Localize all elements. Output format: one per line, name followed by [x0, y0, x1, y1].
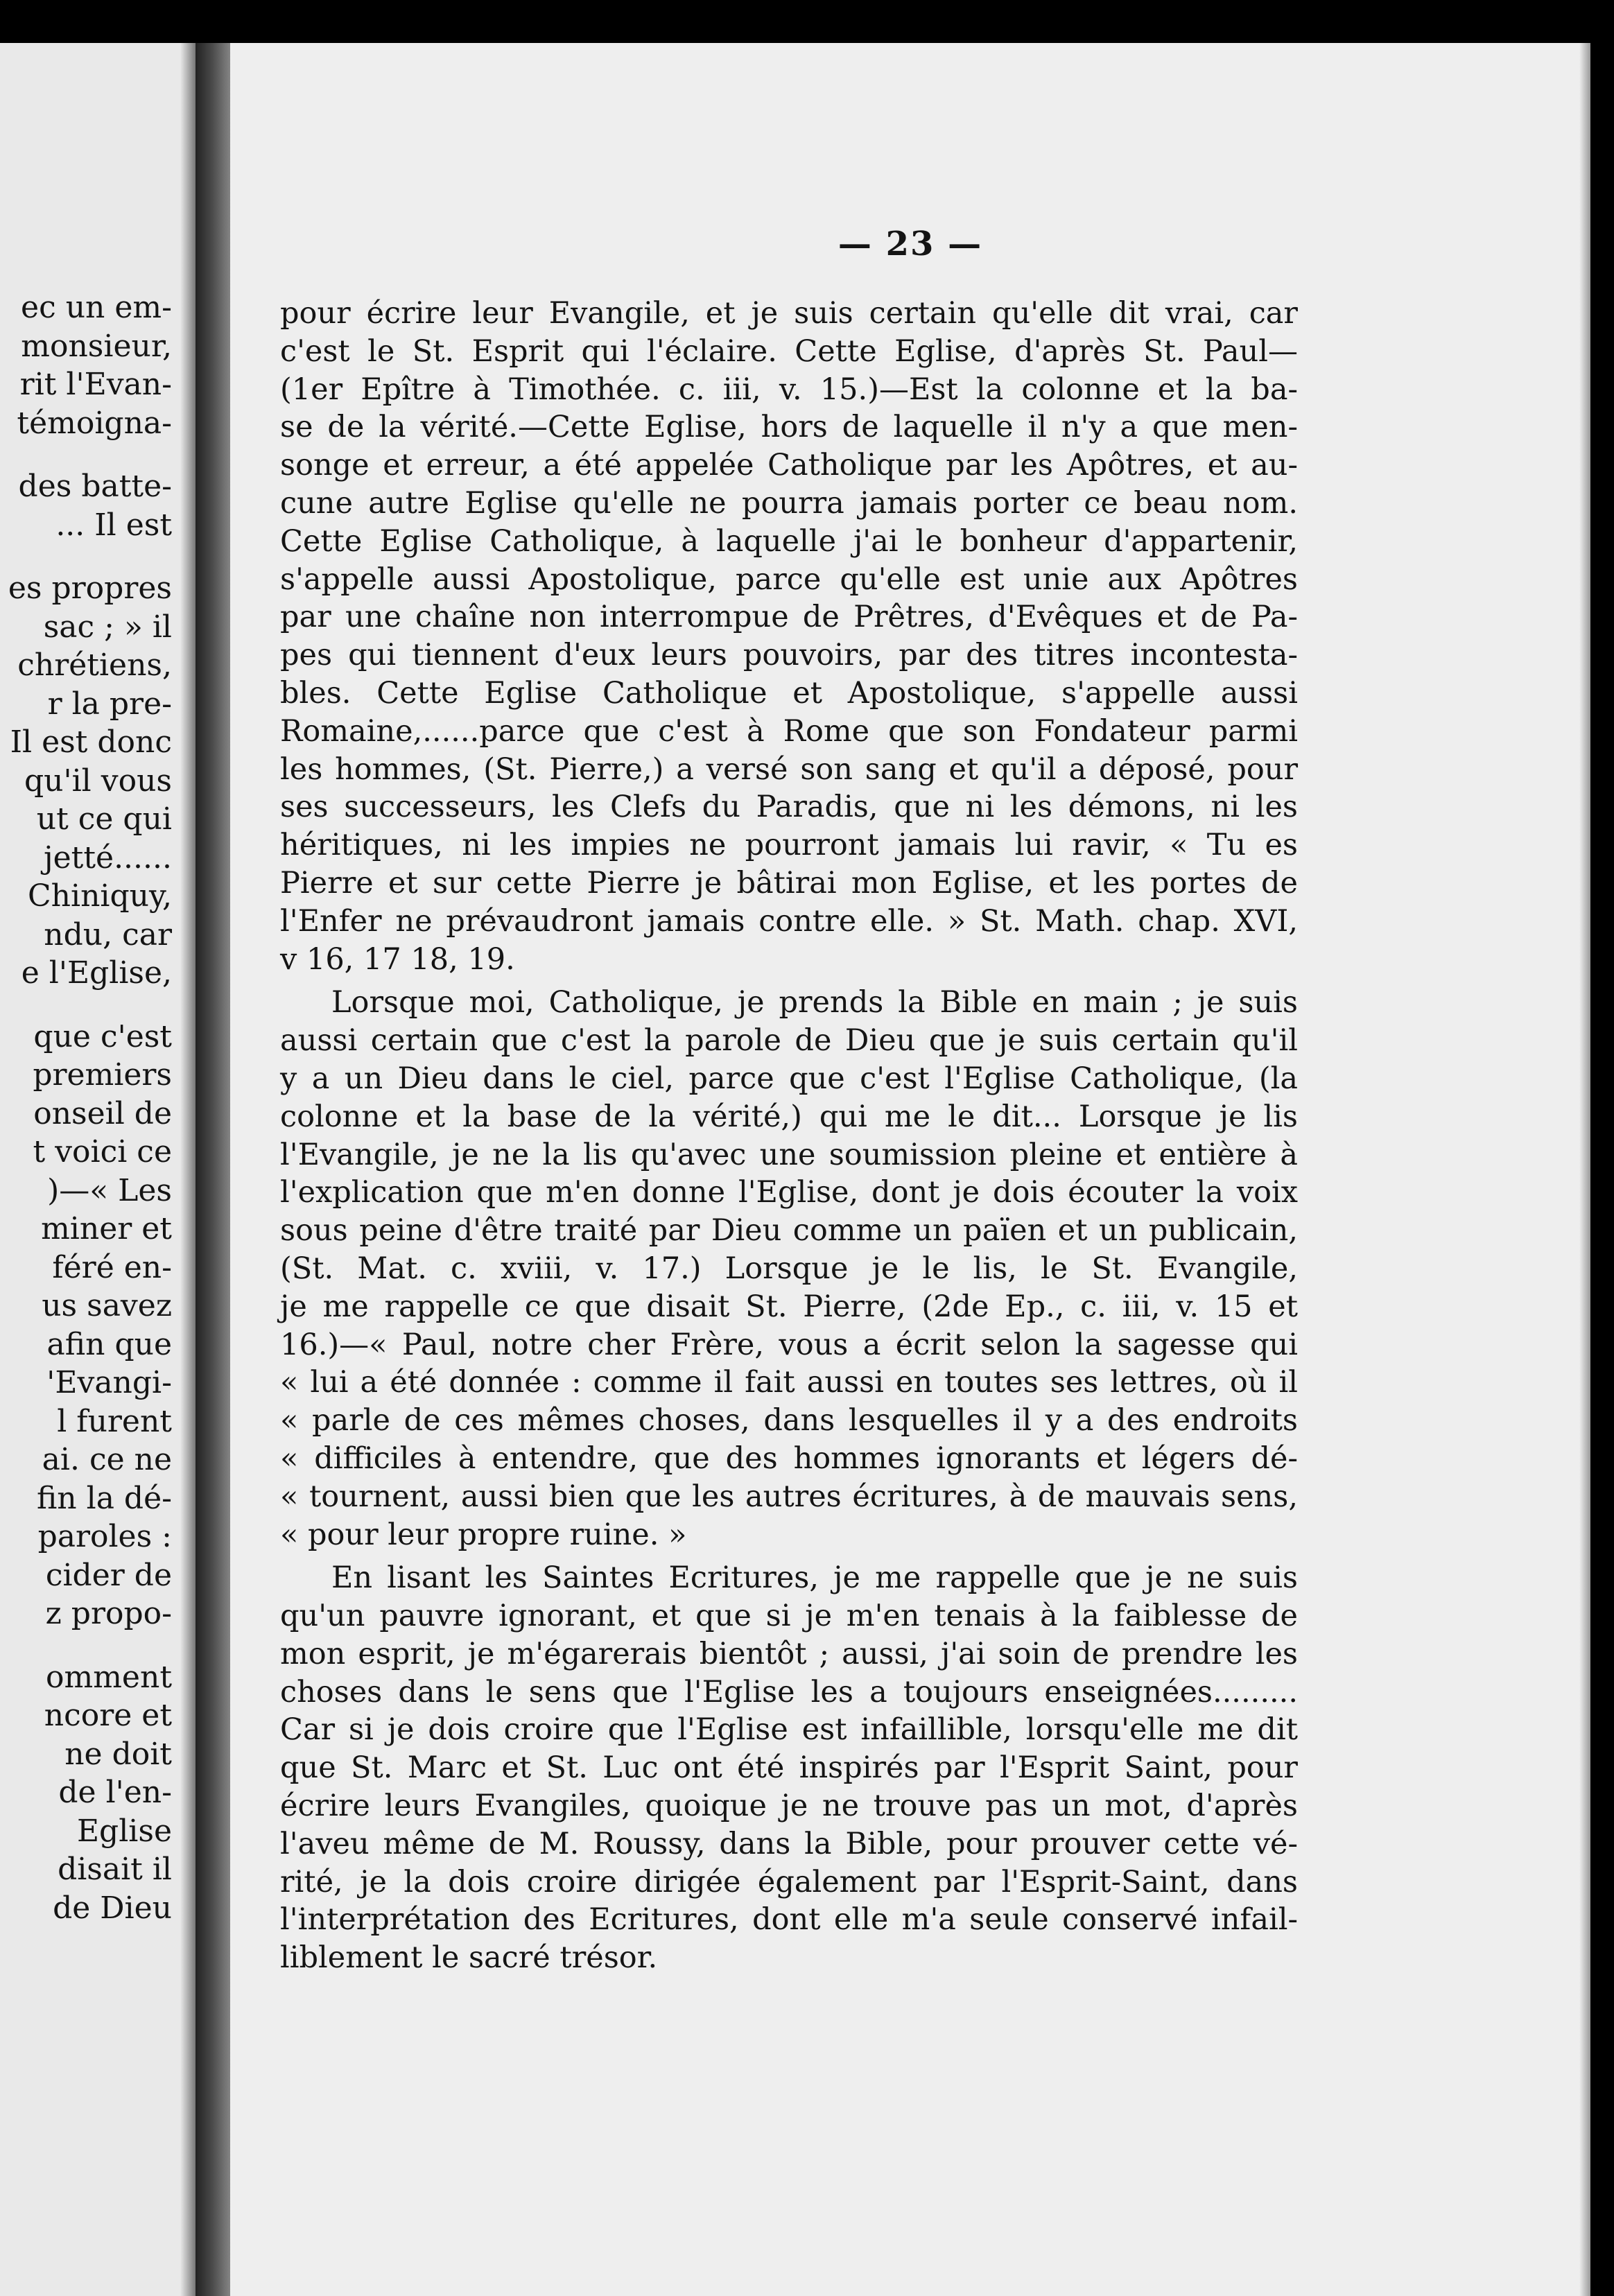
facing-page-line: paroles : [37, 1519, 172, 1554]
facing-page-line: monsieur, [21, 328, 172, 364]
text-line: « difficiles à entendre, que des hommes ignorants et légers dé- [280, 1441, 1298, 1476]
text-line: pour écrire leur Evangile, et je suis certain qu'elle dit vrai, car [280, 296, 1298, 331]
text-line: (1er Epître à Timothée. c. iii, v. 15.)—Est la colonne et la ba- [280, 372, 1298, 407]
text-line: « lui a été donnée : comme il fait aussi en toutes ses lettres, où il [280, 1365, 1298, 1400]
facing-page-line: ne doit [64, 1736, 172, 1772]
facing-page-line: t voici ce [33, 1134, 172, 1169]
paragraph [280, 1559, 1298, 1977]
facing-page-line: disait il [58, 1852, 172, 1887]
text-line: Car si je dois croire que l'Eglise est infaillible, lorsqu'elle me dit [280, 1712, 1298, 1748]
facing-page-line [0, 993, 172, 1018]
text-line: héritiques, ni les impies ne pourront jamais lui ravir, « Tu es [280, 828, 1298, 863]
text-line: l'Evangile, je ne la lis qu'avec une soumission pleine et entière à [280, 1137, 1298, 1172]
text-line: mon esprit, je m'égarerais bientôt ; aussi, j'ai soin de prendre les [280, 1636, 1298, 1671]
text-line: Romaine,......parce que c'est à Rome que son Fondateur parmi [280, 713, 1298, 749]
text-line: ses successeurs, les Clefs du Paradis, que ni les démons, ni les [280, 790, 1298, 825]
text-line: colonne et la base de la vérité,) qui me le dit... Lorsque je lis [280, 1099, 1298, 1134]
gutter-shadow [180, 43, 196, 2296]
text-line: v 16, 17 18, 19. [280, 941, 515, 977]
facing-page-line: qu'il vous [24, 763, 172, 799]
text-line: l'Enfer ne prévaudront jamais contre elle. » St. Math. chap. XVI, [280, 903, 1298, 939]
facing-page-line: 'Evangi- [46, 1365, 172, 1400]
text-line: je me rappelle ce que disait St. Pierre, (2de Ep., c. iii, v. 15 et [280, 1289, 1298, 1324]
page-number: — 23 — [838, 225, 983, 263]
main-page [230, 43, 1590, 2296]
facing-page-line: e l'Eglise, [21, 955, 172, 991]
facing-page-line: ncore et [44, 1698, 172, 1733]
text-line: En lisant les Saintes Ecritures, je me rappelle que je ne suis [331, 1560, 1298, 1596]
text-line: l'aveu même de M. Roussy, dans la Bible, pour prouver cette vé- [280, 1826, 1298, 1861]
facing-page-line: féré en- [52, 1249, 172, 1285]
facing-page-line: que c'est [33, 1018, 172, 1054]
facing-page-line: de l'en- [58, 1775, 172, 1810]
page-edge-shadow [1579, 43, 1590, 2296]
facing-page-line: cider de [45, 1557, 172, 1593]
text-line: (St. Mat. c. xviii, v. 17.) Lorsque je le lis, le St. Evangile, [280, 1251, 1298, 1286]
text-line: écrire leurs Evangiles, quoique je ne trouve pas un mot, d'après [280, 1789, 1298, 1824]
text-line: pes qui tiennent d'eux leurs pouvoirs, par des titres incontesta- [280, 638, 1298, 673]
facing-page-line: fin la dé- [36, 1480, 172, 1516]
body-text [280, 295, 1298, 1977]
text-line: « pour leur propre ruine. » [280, 1517, 687, 1552]
text-line: que St. Marc et St. Luc ont été inspirés par l'Esprit Saint, pour [280, 1750, 1298, 1786]
facing-page-line: z propo- [45, 1596, 172, 1631]
facing-page-line: omment [46, 1659, 172, 1695]
paragraph [280, 984, 1298, 1554]
facing-page-line: Il est donc [10, 724, 172, 760]
text-line: songe et erreur, a été appelée Catholique par les Apôtres, et au- [280, 448, 1298, 483]
paragraph [280, 295, 1298, 978]
text-line: « tournent, aussi bien que les autres écritures, à de mauvais sens, [280, 1479, 1298, 1514]
facing-page-line: ut ce qui [36, 801, 172, 837]
facing-page-line: Chiniquy, [28, 878, 172, 914]
facing-page-text [0, 288, 172, 1927]
text-line: se de la vérité.—Cette Eglise, hors de laquelle il n'y a que men- [280, 410, 1298, 445]
text-line: s'appelle aussi Apostolique, parce qu'elle est unie aux Apôtres [280, 562, 1298, 597]
facing-page-line: r la pre- [47, 686, 172, 722]
facing-page-line: rit l'Evan- [19, 367, 172, 402]
text-line: les hommes, (St. Pierre,) a versé son sang et qu'il a déposé, pour [280, 751, 1298, 787]
facing-page-line: Eglise [76, 1813, 172, 1849]
facing-page-line: ai. ce ne [42, 1442, 172, 1477]
facing-page-line: de Dieu [53, 1890, 172, 1926]
facing-page-line: sac ; » il [43, 609, 172, 645]
text-line: Cette Eglise Catholique, à laquelle j'ai le bonheur d'appartenir, [280, 523, 1298, 559]
text-line: choses dans le sens que l'Eglise les a toujours enseignées......... [280, 1674, 1298, 1710]
text-line: rité, je la dois croire dirigée également par l'Esprit-Saint, dans [280, 1864, 1298, 1899]
text-line: aussi certain que c'est la parole de Dieu que je suis certain qu'il [280, 1023, 1298, 1059]
facing-page-line: premiers [33, 1057, 172, 1093]
text-line: l'explication que m'en donne l'Eglise, dont je dois écouter la voix [280, 1175, 1298, 1210]
facing-page-line: es propres [8, 571, 172, 606]
text-line: par une chaîne non interrompue de Prêtres, d'Evêques et de Pa- [280, 600, 1298, 635]
text-line: cune autre Eglise qu'elle ne pourra jamais porter ce beau nom. [280, 485, 1298, 521]
text-line: « parle de ces mêmes choses, dans lesquelles il y a des endroits [280, 1403, 1298, 1438]
facing-page-line [0, 1633, 172, 1658]
text-line: y a un Dieu dans le ciel, parce que c'est l'Eglise Catholique, (la [280, 1061, 1298, 1096]
facing-page-line: ndu, car [44, 916, 172, 953]
facing-page-line: onseil de [33, 1095, 172, 1131]
facing-page-line: des batte- [18, 469, 172, 504]
facing-page-left [0, 43, 196, 2296]
facing-page-line: afin que [46, 1326, 172, 1362]
text-line: 16.)—« Paul, notre cher Frère, vous a écrit selon la sagesse qui [280, 1327, 1298, 1362]
text-line: bles. Cette Eglise Catholique et Apostolique, s'appelle aussi [280, 675, 1298, 711]
facing-page-line: chrétiens, [17, 647, 172, 683]
text-line: liblement le sacré trésor. [280, 1940, 658, 1976]
facing-page-line: us savez [42, 1288, 172, 1323]
text-line: Lorsque moi, Catholique, je prends la Bible en main ; je suis [331, 985, 1298, 1020]
facing-page-line: )—« Les [47, 1172, 172, 1208]
text-line: Pierre et sur cette Pierre je bâtirai mon Eglise, et les portes de [280, 865, 1298, 901]
facing-page-line [0, 442, 172, 467]
facing-page-line: témoigna- [17, 405, 172, 441]
text-line: l'interprétation des Ecritures, dont elle m'a seule conservé infail- [280, 1902, 1298, 1938]
facing-page-line [0, 544, 172, 569]
facing-page-line: ... Il est [55, 507, 172, 543]
text-line: sous peine d'être traité par Dieu comme un païen et un publicain, [280, 1213, 1298, 1249]
facing-page-line: l furent [57, 1403, 172, 1439]
facing-page-line: jetté...... [43, 840, 172, 876]
facing-page-line: ec un em- [21, 290, 172, 325]
text-line: c'est le St. Esprit qui l'éclaire. Cette Eglise, d'après St. Paul— [280, 333, 1298, 369]
text-line: qu'un pauvre ignorant, et que si je m'en tenais à la faiblesse de [280, 1599, 1298, 1634]
facing-page-line: miner et [41, 1211, 172, 1246]
